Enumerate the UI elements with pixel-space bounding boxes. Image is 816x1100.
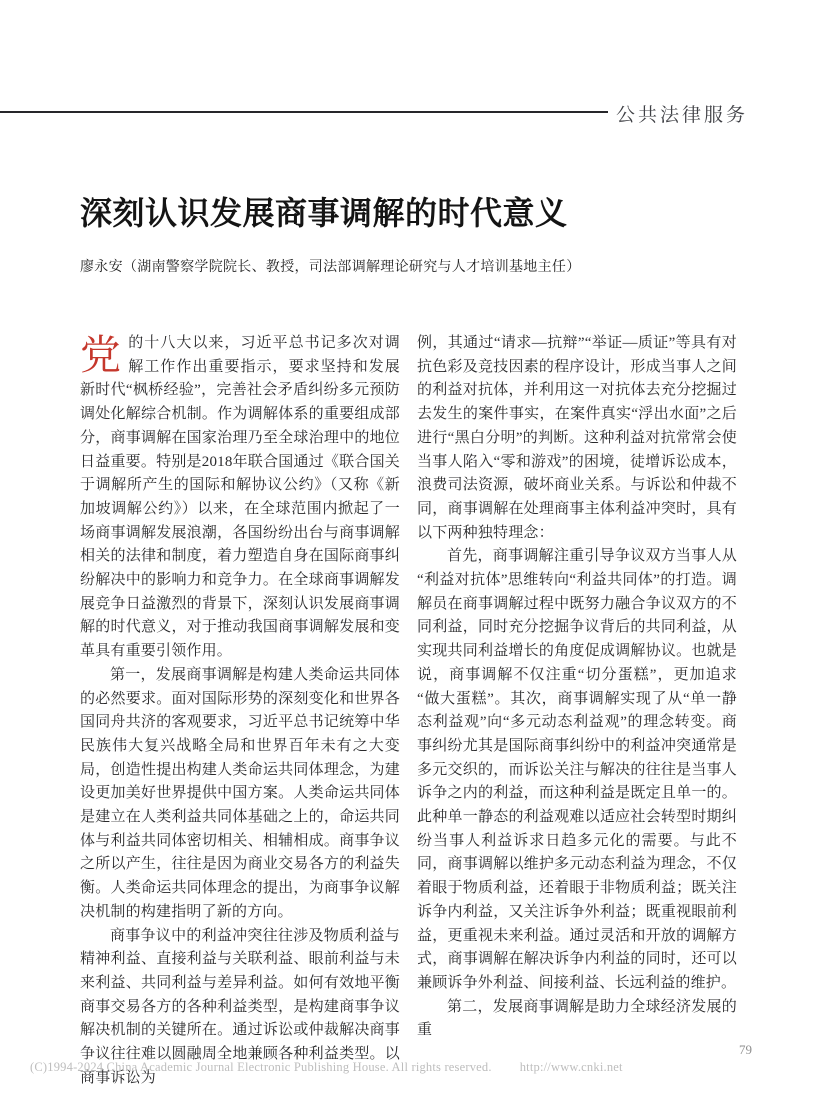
paragraph: 第一，发展商事调解是构建人类命运共同体的必然要求。面对国际形势的深刻变化和世界各国同舟共济的客观要求，习近平总书记统筹中华民族伟大复兴战略全局和世界百年未有之大变局，创造性提出构建人类命运共同体理念，为建设更加美好世界提供中国方案。人类命运共同体是建立在人类利益共同体基础之上的，命运共同体与利益共同体密切相关、相辅相成。商事争议之所以产生，往往是因为商业交易各方的利益失衡。人类命运共同体理念的提出，为商事争议解决机制的构建指明了新的方向。 <box>80 666 400 920</box>
drop-cap: 党 <box>80 332 122 378</box>
header-rule <box>0 111 608 113</box>
footer-copyright: (C)1994-2024 China Academic Journal Electronic Publishing House. All rights reserved. <box>30 1060 492 1074</box>
paragraph: 第二，发展商事调解是助力全球经济发展的重 <box>417 998 737 1039</box>
right-column <box>417 332 737 1091</box>
author-line: 廖永安（湖南警察学院院长、教授，司法部调解理论研究与人才培训基地主任） <box>80 260 581 275</box>
paragraph: 例，其通过“请求—抗辩”“举证—质证”等具有对抗色彩及竞技因素的程序设计，形成当事人之间的利益对抗体，并利用这一对抗体去充分挖掘过去发生的案件事实，在案件真实“浮出水面”之后进行“黑白分明”的判断。这种利益对抗常常会使当事人陷入“零和游戏”的困境，徒增诉讼成本，浪费司法资源，破坏商业关系。与诉讼和仲裁不同，商事调解在处理商事主体利益冲突时，具有以下两种独特理念： <box>417 335 737 541</box>
section-label: 公共法律服务 <box>616 105 749 126</box>
paragraph-text: 的十八大以来，习近平总书记多次对调解工作作出重要指示，要求坚持和发展新时代“枫桥经验”，完善社会矛盾纠纷多元预防调处化解综合机制。作为调解体系的重要组成部分，商事调解在国家治理乃至全球治理中的地位日益重要。特别是2018年联合国通过《联合国关于调解所产生的国际和解协议公约》（又称《新加坡调解公约》）以来，在全球范围内掀起了一场商事调解发展浪潮，各国纷纷出台与商事调解相关的法律和制度，着力塑造自身在国际商事纠纷解决中的影响力和竞争力。在全球商事调解发展竞争日益激烈的背景下，深刻认识发展商事调解的时代意义，对于推动我国商事调解发展和变革具有重要引领作用。 <box>80 335 400 660</box>
paragraph-dropcap <box>80 332 400 664</box>
article-title: 深刻认识发展商事调解的时代意义 <box>80 195 568 231</box>
article-body <box>80 332 737 1091</box>
left-column <box>80 332 400 1091</box>
footer <box>30 1060 623 1075</box>
footer-url: http://www.cnki.net <box>519 1060 623 1074</box>
page-number: 79 <box>739 1042 752 1057</box>
paragraph: 商事争议中的利益冲突往往涉及物质利益与精神利益、直接利益与关联利益、眼前利益与未来利益、共同利益与差异利益。如何有效地平衡商事交易各方的各种利益类型，是构建商事争议解决机制的关键所在。通过诉讼或仲裁解决商事争议往往难以圆融周全地兼顾各种利益类型。以商事诉讼为 <box>80 927 400 1086</box>
paragraph: 首先，商事调解注重引导争议双方当事人从“利益对抗体”思维转向“利益共同体”的打造。调解员在商事调解过程中既努力融合争议双方的不同利益，同时充分挖掘争议背后的共同利益，从实现共同利益增长的角度促成调解协议。也就是说，商事调解不仅注重“切分蛋糕”，更加追求“做大蛋糕”。其次，商事调解实现了从“单一静态利益观”向“多元动态利益观”的理念转变。商事纠纷尤其是国际商事纠纷中的利益冲突通常是多元交织的，而诉讼关注与解决的往往是当事人诉争之内的利益，而这种利益是既定且单一的。此种单一静态的利益观难以适应社会转型时期纠纷当事人利益诉求日趋多元化的需要。与此不同，商事调解以维护多元动态利益为理念，不仅着眼于物质利益，还着眼于非物质利益；既关注诉争内利益，又关注诉争外利益；既重视眼前利益，更重视未来利益。通过灵活和开放的调解方式，商事调解在解决诉争内利益的同时，还可以兼顾诉争外利益、间接利益、长远利益的维护。 <box>417 548 737 991</box>
